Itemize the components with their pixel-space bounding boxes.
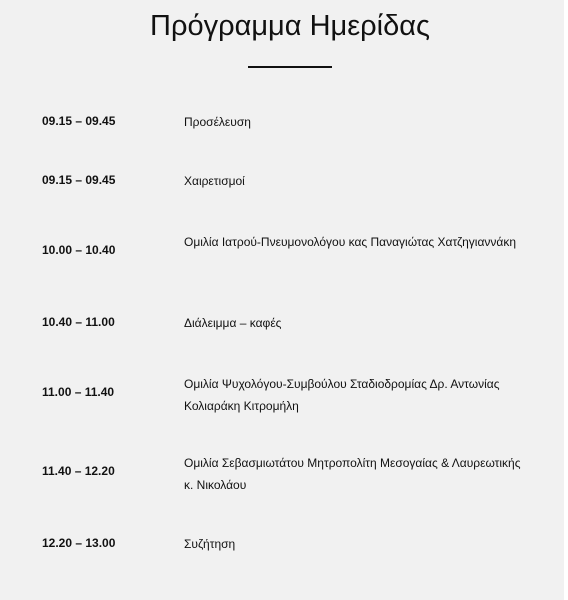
schedule-time: 09.15 – 09.45: [42, 114, 116, 128]
page-title: Πρόγραμμα Ημερίδας: [150, 10, 430, 42]
schedule-event: Χαιρετισμοί: [184, 174, 245, 188]
schedule-event: Ομιλία Σεβασμιωτάτου Μητροπολίτη Μεσογαίας & Λαυρεωτικής κ. Νικολάου: [184, 456, 521, 492]
schedule-time: 10.00 – 10.40: [42, 243, 116, 257]
title-divider: [248, 66, 332, 68]
page-edge: [564, 0, 568, 600]
schedule-time: 11.40 – 12.20: [42, 464, 115, 478]
schedule-time: 12.20 – 13.00: [42, 536, 116, 550]
schedule-event: Ομιλία Ψυχολόγου-Συμβούλου Σταδιοδρομίας Δρ. Αντωνίας Κολιαράκη Κιτρομήλη: [184, 377, 500, 413]
schedule-time: 09.15 – 09.45: [42, 173, 116, 187]
schedule-time: 11.00 – 11.40: [42, 385, 115, 399]
schedule-event: Διάλειμμα – καφές: [184, 316, 282, 330]
schedule-event: Συζήτηση: [184, 537, 236, 551]
schedule-event: Ομιλία Ιατρού-Πνευμονολόγου κας Παναγιώτας Χατζηγιαννάκη: [184, 235, 517, 249]
schedule-event: Προσέλευση: [184, 115, 251, 129]
schedule-time: 10.40 – 11.00: [42, 315, 115, 329]
